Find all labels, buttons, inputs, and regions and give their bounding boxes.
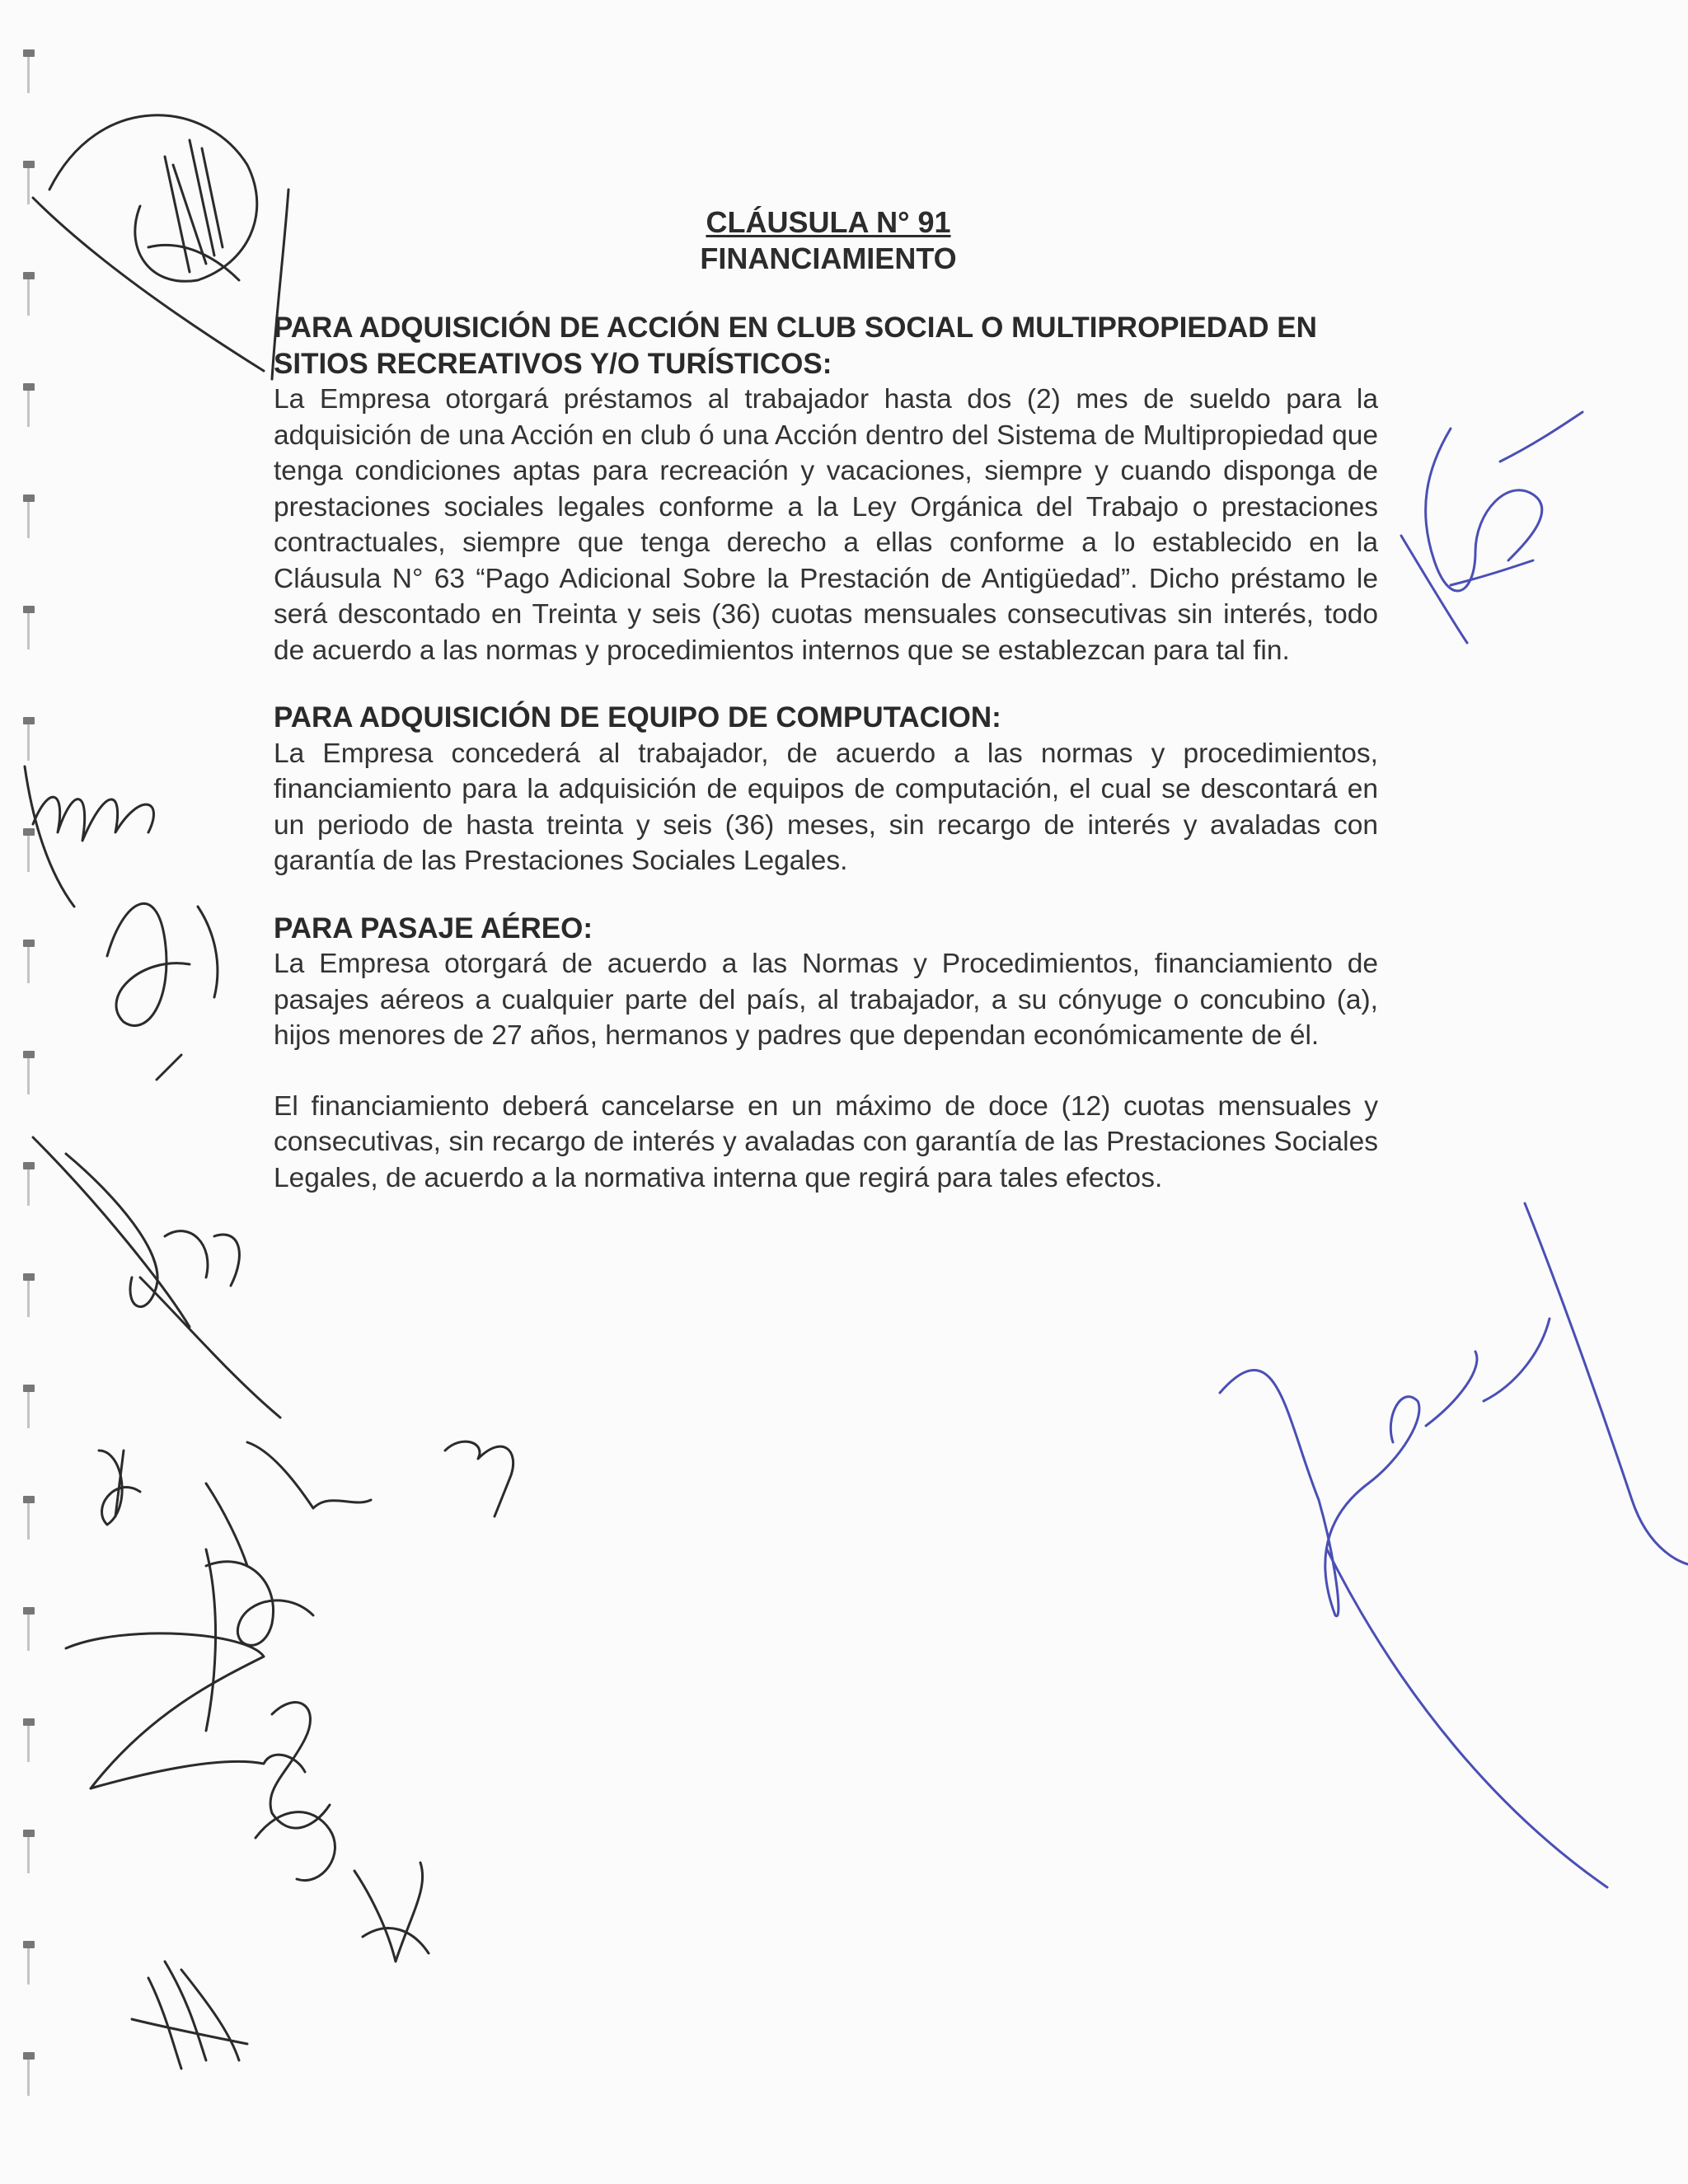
binder-holes (23, 49, 40, 2159)
section-paragraph-airfare-terms: El financiamiento deberá cancelarse en un máximo de doce (12) cuotas mensuales y consecutivas, sin recargo de interés y avaladas con garantía de las Prestaciones Sociales Legales, de acuerdo a la normativa interna que regirá para tales efectos. (274, 1090, 1378, 1193)
clause-title: FINANCIAMIENTO (700, 241, 957, 275)
clause-body (274, 310, 1378, 1196)
section-paragraph-airfare: La Empresa otorgará de acuerdo a las Normas y Procedimientos, financiamiento de pasajes aéreos a cualquier parte del país, al trabajador, a su cónyuge o concubino (a), hijos menores de 27 años, hermanos y padres que dependan económicamente de él. (274, 949, 1378, 1051)
clause-header (643, 204, 1014, 277)
section-paragraph-club: La Empresa otorgará préstamos al trabajador hasta dos (2) mes de sueldo para la adquisición de una Acción en club ó una Acción dentro del Sistema de Multipropiedad que tenga condiciones aptas para recreación y vacaciones, siempre y cuando disponga de prestaciones sociales legales conforme a la Ley Orgánica del Trabajo o prestaciones contractuales, siempre que tenga derecho a ellas conforme a lo establecido en la Cláusula N° 63 “Pago Adicional Sobre la Prestación de Antigüedad”. Dicho préstamo le será descontado en Treinta y seis (36) cuotas mensuales consecutivas sin interés, todo de acuerdo a las normas y procedimientos internos que se establezcan para tal fin. (274, 384, 1378, 666)
section-heading-computer: PARA ADQUISICIÓN DE EQUIPO DE COMPUTACION: (274, 701, 1001, 733)
clause-number: CLÁUSULA N° 91 (706, 205, 951, 239)
section-heading-club: PARA ADQUISICIÓN DE ACCIÓN EN CLUB SOCIAL O MULTIPROPIEDAD EN SITIOS RECREATIVOS Y/O TURÍSTICOS: (274, 312, 1317, 380)
section-paragraph-computer: La Empresa concederá al trabajador, de acuerdo a las normas y procedimientos, financiamiento para la adquisición de equipos de computación, el cual se descontará en un periodo de hasta treinta y seis (36) meses, sin recargo de interés y avaladas con garantía de las Prestaciones Sociales Legales. (274, 738, 1378, 876)
section-heading-airfare: PARA PASAJE AÉREO: (274, 912, 593, 944)
